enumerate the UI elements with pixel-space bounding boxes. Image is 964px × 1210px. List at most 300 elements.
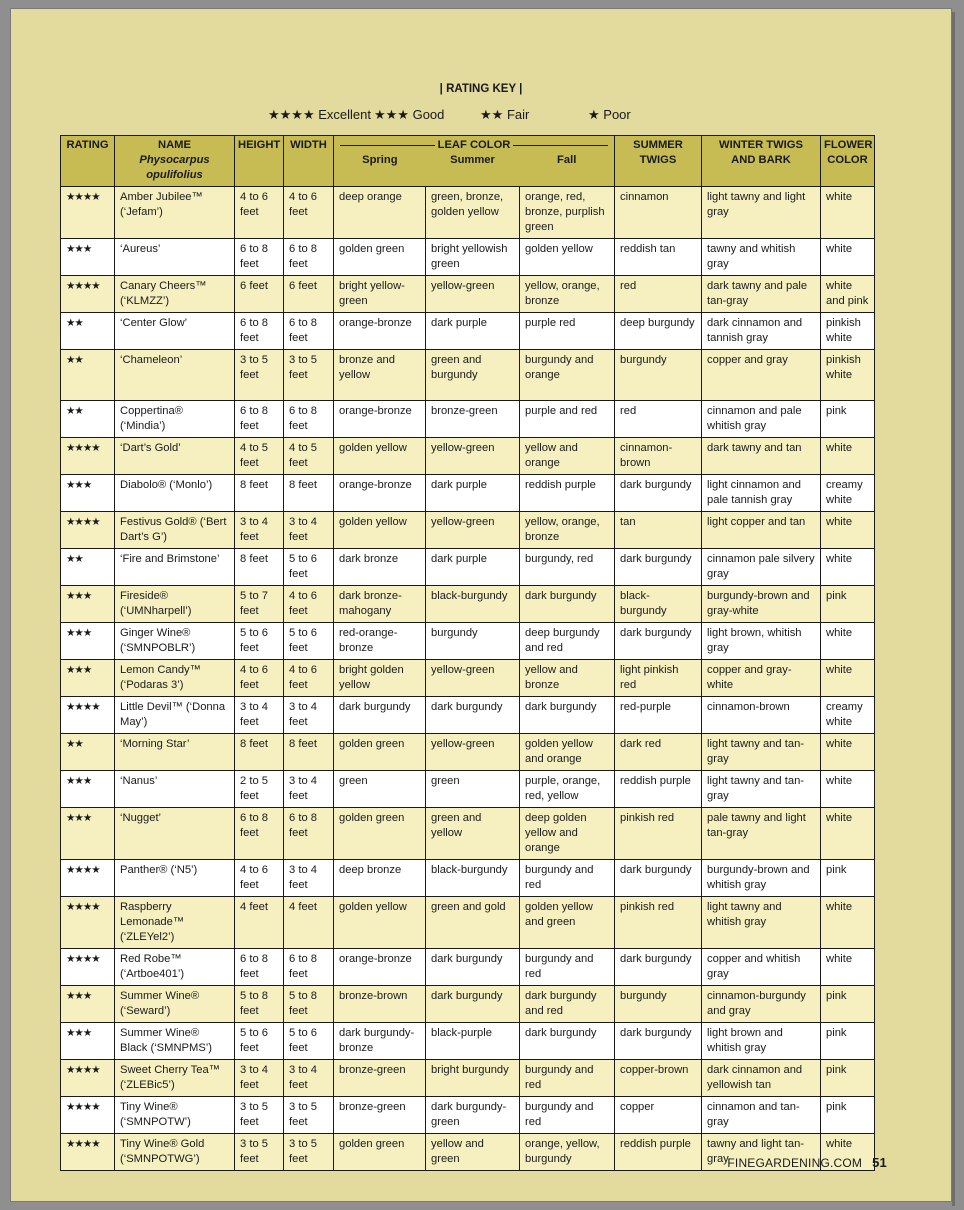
cell-height: 4 to 6 feet [235, 860, 284, 897]
cell-twigs: dark red [615, 734, 702, 771]
cell-fall: purple and red [520, 401, 615, 438]
cell-summer: black-burgundy [426, 860, 520, 897]
header-spring: Spring [362, 154, 398, 166]
table-row [61, 949, 875, 986]
cell-height: 8 feet [235, 549, 284, 586]
cell-spring: orange-bronze [334, 949, 426, 986]
cell-rating: ★★★★ [61, 276, 115, 313]
cell-width: 4 to 5 feet [284, 438, 334, 475]
header-summer-twigs-line1: SUMMER [633, 139, 683, 151]
cell-width: 3 to 5 feet [284, 350, 334, 401]
cell-name: Summer Wine® (‘Seward’) [115, 986, 235, 1023]
cell-width: 3 to 4 feet [284, 860, 334, 897]
cell-width: 3 to 5 feet [284, 1134, 334, 1171]
cell-spring: deep orange [334, 187, 426, 239]
header-summer: Summer [450, 154, 495, 166]
cell-name: Red Robe™ (‘Artboe401’) [115, 949, 235, 986]
cell-flower: white [821, 549, 875, 586]
cell-summer: dark burgundy [426, 697, 520, 734]
cell-name: Lemon Candy™ (‘Podaras 3’) [115, 660, 235, 697]
cell-rating: ★★★ [61, 660, 115, 697]
cell-spring: bright yellow-green [334, 276, 426, 313]
cell-twigs: deep burgundy [615, 313, 702, 350]
cell-fall: reddish purple [520, 475, 615, 512]
header-rating-text: RATING [66, 139, 109, 151]
table-row [61, 1023, 875, 1060]
cell-twigs: dark burgundy [615, 1023, 702, 1060]
table-row [61, 734, 875, 771]
header-height-text: HEIGHT [238, 139, 281, 151]
cell-rating: ★★ [61, 549, 115, 586]
cell-height: 3 to 4 feet [235, 1060, 284, 1097]
cell-width: 3 to 5 feet [284, 1097, 334, 1134]
cell-spring: bronze and yellow [334, 350, 426, 401]
cell-flower: pink [821, 1097, 875, 1134]
cell-summer: dark burgundy [426, 949, 520, 986]
cell-rating: ★★★ [61, 986, 115, 1023]
key-label: Good [412, 107, 445, 122]
table-row [61, 475, 875, 512]
cell-name: Canary Cheers™ (‘KLMZZ’) [115, 276, 235, 313]
cell-flower: creamy white [821, 475, 875, 512]
cell-name: Amber Jubilee™ (‘Jefam’) [115, 187, 235, 239]
cell-width: 8 feet [284, 734, 334, 771]
rating-key-good [374, 107, 444, 123]
cell-summer: burgundy [426, 623, 520, 660]
key-stars: ★★ [480, 107, 504, 122]
cell-twigs: pinkish red [615, 897, 702, 949]
cell-summer: yellow-green [426, 734, 520, 771]
cell-winter: burgundy-brown and whitish gray [702, 860, 821, 897]
cell-twigs: cinnamon [615, 187, 702, 239]
cell-height: 3 to 4 feet [235, 697, 284, 734]
cell-name: Summer Wine® Black (‘SMNPMS’) [115, 1023, 235, 1060]
cell-width: 4 to 6 feet [284, 187, 334, 239]
cell-fall: yellow and bronze [520, 660, 615, 697]
key-stars: ★ [588, 107, 600, 122]
cell-twigs: reddish tan [615, 239, 702, 276]
cell-flower: white [821, 1134, 875, 1171]
cell-rating: ★★★ [61, 239, 115, 276]
table-row [61, 401, 875, 438]
cell-fall: burgundy and red [520, 860, 615, 897]
cell-fall: yellow, orange, bronze [520, 276, 615, 313]
cell-twigs: burgundy [615, 986, 702, 1023]
table-row [61, 276, 875, 313]
cell-rating: ★★★ [61, 586, 115, 623]
cell-fall: purple red [520, 313, 615, 350]
cell-width: 6 to 8 feet [284, 239, 334, 276]
key-stars: ★★★ [374, 107, 409, 122]
cell-spring: deep bronze [334, 860, 426, 897]
cell-flower: pink [821, 586, 875, 623]
cell-rating: ★★★★ [61, 1060, 115, 1097]
cell-fall: golden yellow and orange [520, 734, 615, 771]
cell-flower: white [821, 897, 875, 949]
header-winter-twigs [702, 136, 821, 187]
cell-spring: golden green [334, 808, 426, 860]
cell-twigs: red [615, 276, 702, 313]
cell-fall: burgundy and orange [520, 350, 615, 401]
cell-summer: green and yellow [426, 808, 520, 860]
cell-summer: bright burgundy [426, 1060, 520, 1097]
cell-rating: ★★★★ [61, 897, 115, 949]
cell-fall: burgundy, red [520, 549, 615, 586]
table-row [61, 350, 875, 401]
cell-rating: ★★★★ [61, 187, 115, 239]
cell-winter: dark cinnamon and tannish gray [702, 313, 821, 350]
cell-rating: ★★ [61, 350, 115, 401]
header-flower-line1: FLOWER [824, 139, 873, 151]
cell-twigs: reddish purple [615, 771, 702, 808]
cell-summer: dark purple [426, 549, 520, 586]
cell-height: 3 to 4 feet [235, 512, 284, 549]
table-row [61, 438, 875, 475]
cell-name: Panther® (‘N5’) [115, 860, 235, 897]
cell-spring: dark bronze [334, 549, 426, 586]
cell-rating: ★★★ [61, 475, 115, 512]
cell-width: 5 to 6 feet [284, 549, 334, 586]
cell-fall: burgundy and red [520, 1060, 615, 1097]
cell-winter: light tawny and tan-gray [702, 734, 821, 771]
cell-height: 5 to 8 feet [235, 986, 284, 1023]
table-row [61, 860, 875, 897]
table-row [61, 1060, 875, 1097]
cell-winter: pale tawny and light tan-gray [702, 808, 821, 860]
cell-flower: creamy white [821, 697, 875, 734]
cell-fall: deep burgundy and red [520, 623, 615, 660]
cell-twigs: black-burgundy [615, 586, 702, 623]
cell-flower: white [821, 949, 875, 986]
cell-name: Ginger Wine® (‘SMNPOBLR’) [115, 623, 235, 660]
cell-height: 8 feet [235, 475, 284, 512]
cell-twigs: dark burgundy [615, 623, 702, 660]
leaf-color-title-wrap [334, 138, 614, 153]
leaf-color-subheaders [334, 153, 614, 186]
cell-width: 6 to 8 feet [284, 808, 334, 860]
header-name-text: NAME [158, 139, 191, 151]
cell-name: Festivus Gold® (‘Bert Dart’s G’) [115, 512, 235, 549]
key-label: Excellent [318, 107, 371, 122]
cell-spring: bronze-green [334, 1060, 426, 1097]
cell-rating: ★★ [61, 313, 115, 350]
cell-winter: copper and gray-white [702, 660, 821, 697]
cell-summer: bronze-green [426, 401, 520, 438]
cell-width: 4 to 6 feet [284, 586, 334, 623]
cell-spring: orange-bronze [334, 401, 426, 438]
cell-height: 2 to 5 feet [235, 771, 284, 808]
cell-winter: cinnamon pale silvery gray [702, 549, 821, 586]
cell-rating: ★★★★ [61, 949, 115, 986]
cell-fall: yellow and orange [520, 438, 615, 475]
cell-spring: golden green [334, 1134, 426, 1171]
cell-flower: white [821, 660, 875, 697]
cell-twigs: dark burgundy [615, 475, 702, 512]
page-footer [727, 1155, 887, 1170]
cell-rating: ★★ [61, 734, 115, 771]
cell-flower: pink [821, 1023, 875, 1060]
cell-fall: golden yellow [520, 239, 615, 276]
table-row [61, 187, 875, 239]
header-name-species: Physocarpus opulifolius [139, 154, 210, 181]
cell-spring: orange-bronze [334, 475, 426, 512]
cell-fall: burgundy and red [520, 949, 615, 986]
table-row [61, 549, 875, 586]
table-row [61, 697, 875, 734]
cell-name: Sweet Cherry Tea™ (‘ZLEBic5’) [115, 1060, 235, 1097]
cell-flower: white [821, 808, 875, 860]
cell-spring: red-orange-bronze [334, 623, 426, 660]
cell-spring: golden yellow [334, 438, 426, 475]
cell-twigs: red [615, 401, 702, 438]
cell-name: ‘Nugget’ [115, 808, 235, 860]
table-row [61, 512, 875, 549]
cell-width: 3 to 4 feet [284, 512, 334, 549]
cell-spring: dark burgundy [334, 697, 426, 734]
cell-height: 3 to 5 feet [235, 1134, 284, 1171]
cell-flower: white [821, 187, 875, 239]
cell-height: 8 feet [235, 734, 284, 771]
cell-twigs: pinkish red [615, 808, 702, 860]
cell-name: ‘Dart’s Gold’ [115, 438, 235, 475]
cell-summer: yellow-green [426, 660, 520, 697]
header-winter-line1: WINTER TWIGS [719, 139, 803, 151]
cell-winter: light tawny and tan-gray [702, 771, 821, 808]
cell-flower: pink [821, 986, 875, 1023]
cell-height: 3 to 5 feet [235, 1097, 284, 1134]
header-fall: Fall [557, 154, 577, 166]
cell-fall: purple, orange, red, yellow [520, 771, 615, 808]
leaf-color-title: LEAF COLOR [435, 138, 514, 153]
header-width-text: WIDTH [290, 139, 327, 151]
cell-twigs: reddish purple [615, 1134, 702, 1171]
cell-fall: burgundy and red [520, 1097, 615, 1134]
cell-summer: green and burgundy [426, 350, 520, 401]
cell-height: 5 to 6 feet [235, 1023, 284, 1060]
cell-flower: pink [821, 401, 875, 438]
cell-summer: yellow and green [426, 1134, 520, 1171]
cell-height: 3 to 5 feet [235, 350, 284, 401]
cell-flower: pinkish white [821, 350, 875, 401]
cell-rating: ★★★★ [61, 512, 115, 549]
cell-name: ‘Morning Star’ [115, 734, 235, 771]
cell-twigs: copper [615, 1097, 702, 1134]
ninebark-comparison-table [60, 135, 875, 1171]
cell-flower: white and pink [821, 276, 875, 313]
key-stars: ★★★★ [268, 107, 315, 122]
cell-width: 6 feet [284, 276, 334, 313]
table-row [61, 623, 875, 660]
cell-rating: ★★★ [61, 1023, 115, 1060]
cell-winter: cinnamon-burgundy and gray [702, 986, 821, 1023]
cell-height: 5 to 7 feet [235, 586, 284, 623]
cell-twigs: dark burgundy [615, 949, 702, 986]
cell-width: 5 to 6 feet [284, 1023, 334, 1060]
table-row [61, 771, 875, 808]
cell-width: 5 to 8 feet [284, 986, 334, 1023]
cell-twigs: cinnamon-brown [615, 438, 702, 475]
cell-height: 4 to 5 feet [235, 438, 284, 475]
cell-name: Fireside® (‘UMNharpell’) [115, 586, 235, 623]
cell-twigs: red-purple [615, 697, 702, 734]
cell-winter: dark tawny and pale tan-gray [702, 276, 821, 313]
header-rating [61, 136, 115, 187]
header-winter-line2: AND BARK [731, 154, 791, 166]
cell-summer: yellow-green [426, 512, 520, 549]
cell-twigs: dark burgundy [615, 860, 702, 897]
cell-summer: dark purple [426, 313, 520, 350]
cell-width: 3 to 4 feet [284, 771, 334, 808]
cell-winter: cinnamon and tan-gray [702, 1097, 821, 1134]
footer-site: FINEGARDENING.COM [727, 1156, 863, 1170]
cell-flower: pinkish white [821, 313, 875, 350]
cell-width: 5 to 6 feet [284, 623, 334, 660]
cell-flower: pink [821, 1060, 875, 1097]
cell-spring: golden yellow [334, 512, 426, 549]
cell-winter: cinnamon and pale whitish gray [702, 401, 821, 438]
cell-spring: bronze-green [334, 1097, 426, 1134]
table-row [61, 808, 875, 860]
cell-name: ‘Nanus’ [115, 771, 235, 808]
header-summer-twigs-line2: TWIGS [639, 154, 677, 166]
cell-width: 6 to 8 feet [284, 401, 334, 438]
cell-width: 3 to 4 feet [284, 697, 334, 734]
cell-summer: green, bronze, golden yellow [426, 187, 520, 239]
table-row [61, 986, 875, 1023]
cell-flower: white [821, 771, 875, 808]
cell-fall: golden yellow and green [520, 897, 615, 949]
cell-twigs: tan [615, 512, 702, 549]
cell-rating: ★★★★ [61, 697, 115, 734]
cell-height: 5 to 6 feet [235, 623, 284, 660]
cell-spring: orange-bronze [334, 313, 426, 350]
cell-name: Tiny Wine® (‘SMNPOTW’) [115, 1097, 235, 1134]
cell-rating: ★★ [61, 401, 115, 438]
cell-width: 4 to 6 feet [284, 660, 334, 697]
key-label: Poor [603, 107, 631, 122]
key-label: Fair [506, 107, 530, 122]
cell-name: ‘Aureus’ [115, 239, 235, 276]
cell-name: ‘Chameleon’ [115, 350, 235, 401]
cell-spring: golden green [334, 239, 426, 276]
cell-summer: dark purple [426, 475, 520, 512]
cell-winter: tawny and light tan-gray [702, 1134, 821, 1171]
cell-winter: copper and whitish gray [702, 949, 821, 986]
table-row [61, 586, 875, 623]
cell-spring: golden yellow [334, 897, 426, 949]
cell-fall: dark burgundy and red [520, 986, 615, 1023]
cell-height: 6 to 8 feet [235, 239, 284, 276]
cell-winter: light tawny and whitish gray [702, 897, 821, 949]
header-width [284, 136, 334, 187]
table-row [61, 313, 875, 350]
header-leaf-color [334, 136, 615, 187]
table-row [61, 897, 875, 949]
cell-summer: black-purple [426, 1023, 520, 1060]
cell-name: ‘Center Glow’ [115, 313, 235, 350]
cell-fall: yellow, orange, bronze [520, 512, 615, 549]
cell-twigs: light pinkish red [615, 660, 702, 697]
cell-flower: white [821, 239, 875, 276]
cell-twigs: copper-brown [615, 1060, 702, 1097]
cell-flower: pink [821, 860, 875, 897]
cell-width: 8 feet [284, 475, 334, 512]
cell-spring: dark burgundy-bronze [334, 1023, 426, 1060]
rating-key-excellent [268, 107, 371, 123]
rating-key-fair [480, 107, 529, 123]
cell-height: 6 feet [235, 276, 284, 313]
cell-height: 6 to 8 feet [235, 313, 284, 350]
cell-name: ‘Fire and Brimstone’ [115, 549, 235, 586]
table-body [61, 187, 875, 1171]
cell-summer: yellow-green [426, 438, 520, 475]
cell-name: Coppertina® (‘Mindia’) [115, 401, 235, 438]
cell-height: 4 feet [235, 897, 284, 949]
rating-key-poor [588, 107, 631, 123]
cell-name: Tiny Wine® Gold (‘SMNPOTWG’) [115, 1134, 235, 1171]
header-summer-twigs [615, 136, 702, 187]
cell-height: 4 to 6 feet [235, 660, 284, 697]
cell-rating: ★★★★ [61, 438, 115, 475]
cell-rating: ★★★ [61, 771, 115, 808]
cell-spring: golden green [334, 734, 426, 771]
cell-name: Little Devil™ (‘Donna May’) [115, 697, 235, 734]
cell-width: 4 feet [284, 897, 334, 949]
page-number: 51 [872, 1155, 887, 1170]
cell-width: 6 to 8 feet [284, 313, 334, 350]
table-row [61, 239, 875, 276]
cell-spring: bronze-brown [334, 986, 426, 1023]
cell-winter: light brown, whitish gray [702, 623, 821, 660]
cell-winter: dark cinnamon and yellowish tan [702, 1060, 821, 1097]
cell-winter: tawny and whitish gray [702, 239, 821, 276]
cell-name: Raspberry Lemonade™ (‘ZLEYel2’) [115, 897, 235, 949]
cell-winter: light cinnamon and pale tannish gray [702, 475, 821, 512]
magazine-page [10, 8, 952, 1202]
cell-winter: light copper and tan [702, 512, 821, 549]
cell-twigs: burgundy [615, 350, 702, 401]
cell-summer: green and gold [426, 897, 520, 949]
cell-height: 6 to 8 feet [235, 808, 284, 860]
cell-summer: yellow-green [426, 276, 520, 313]
table-row [61, 1097, 875, 1134]
cell-winter: cinnamon-brown [702, 697, 821, 734]
cell-fall: orange, red, bronze, purplish green [520, 187, 615, 239]
cell-height: 6 to 8 feet [235, 401, 284, 438]
header-height [235, 136, 284, 187]
cell-flower: white [821, 623, 875, 660]
cell-flower: white [821, 512, 875, 549]
cell-flower: white [821, 438, 875, 475]
table-header-row [61, 136, 875, 187]
cell-rating: ★★★★ [61, 860, 115, 897]
cell-fall: dark burgundy [520, 586, 615, 623]
cell-spring: bright golden yellow [334, 660, 426, 697]
cell-winter: burgundy-brown and gray-white [702, 586, 821, 623]
cell-summer: black-burgundy [426, 586, 520, 623]
cell-fall: orange, yellow, burgundy [520, 1134, 615, 1171]
cell-summer: bright yellowish green [426, 239, 520, 276]
cell-spring: dark bronze-mahogany [334, 586, 426, 623]
cell-fall: dark burgundy [520, 697, 615, 734]
cell-rating: ★★★★ [61, 1097, 115, 1134]
cell-winter: light tawny and light gray [702, 187, 821, 239]
cell-height: 4 to 6 feet [235, 187, 284, 239]
cell-width: 6 to 8 feet [284, 949, 334, 986]
cell-spring: green [334, 771, 426, 808]
cell-fall: dark burgundy [520, 1023, 615, 1060]
cell-winter: light brown and whitish gray [702, 1023, 821, 1060]
